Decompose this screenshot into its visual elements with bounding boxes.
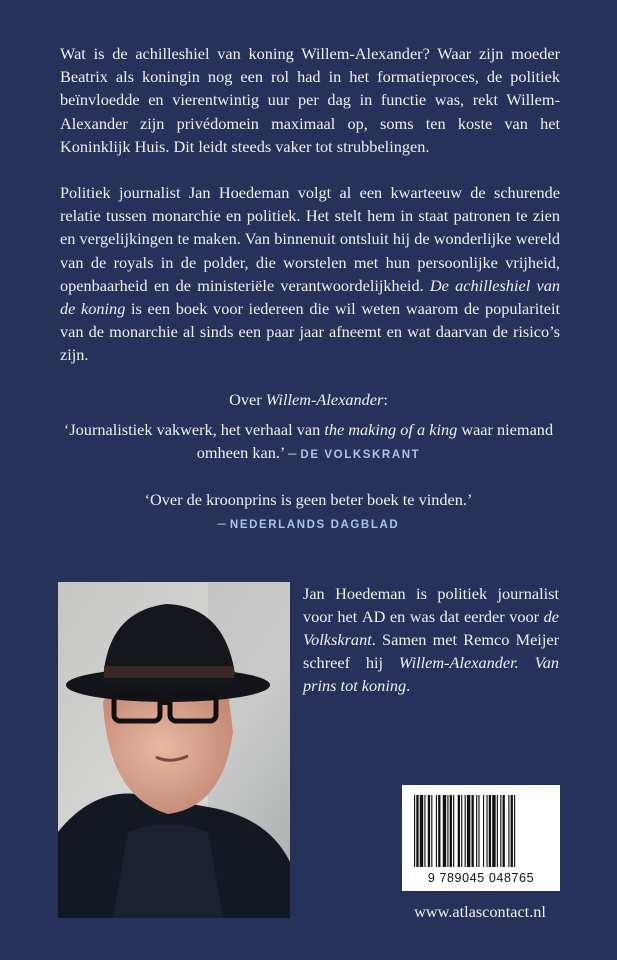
- blurb-paragraph-1: Wat is de achilleshiel van koning Willem-Alexander? Waar zijn moeder Beatrix als koningin nog een rol had in het formatieproces, de politiek beïnvloedde en vierentwintig uur per dag in functie was, rekt Willem-Alexander zijn privédomein maximaal op, soms ten koste van het Koninklijk Huis. Dit leidt steeds vaker tot strubbelingen.: [60, 44, 560, 156]
- reviews-heading: [0, 388, 617, 411]
- barcode-bar: [508, 795, 509, 867]
- barcode-bar: [489, 795, 491, 867]
- barcode-bar: [478, 795, 479, 867]
- barcode-bar: [416, 795, 418, 867]
- publisher-url: www.atlascontact.nl: [414, 902, 546, 921]
- barcode-bar: [497, 795, 498, 867]
- reviews-heading-suffix: :: [383, 390, 388, 409]
- barcode-bar: [414, 795, 415, 867]
- blurb-paragraph-2-tail: is een boek voor iedereen die wil weten waarom de populariteit van de monarchie al sinds een paar jaar afneemt en wat daarvan de risico’s zijn.: [60, 299, 561, 365]
- barcode-bar: [472, 795, 474, 867]
- bio-newspaper-volkskrant: de Volkskrant: [303, 607, 559, 649]
- barcode-bar: [486, 795, 487, 867]
- barcode-bar: [428, 795, 430, 867]
- author-bio-text: [303, 582, 559, 697]
- bio-part-3: . Samen met Remco Meijer schreef hij: [303, 630, 559, 672]
- isbn-barcode: [402, 785, 560, 891]
- barcode-bar: [492, 795, 495, 867]
- barcode-bar: [458, 795, 460, 867]
- barcode-bar: [420, 795, 423, 867]
- barcode-bar: [431, 795, 432, 867]
- barcode-bar: [514, 795, 515, 867]
- barcode-bar: [443, 795, 446, 867]
- bio-part-4: .: [406, 676, 411, 695]
- back-cover-blurb: [60, 42, 560, 367]
- quote1-dash: –: [284, 443, 301, 462]
- blurb-paragraph-2-lead: Politiek journalist Jan Hoedeman volgt al een kwarteeuw de schurende relatie tussen monarchie en politiek. Het stelt hem in staat patronen te zien en vergelijkingen te maken. Van binnenuit ontsluit hij de wonderlijke wereld van de royals in de polder, die worstelen met hun persoonlijke vrijheid, openbaarheid en de ministeriële verantwoordelijkheid.: [60, 183, 560, 295]
- barcode-bar: [465, 795, 466, 867]
- quote2-source: NEDERLANDS DAGBLAD: [229, 519, 400, 531]
- bio-part-1: Jan Hoedeman is politiek journalist voor het: [303, 584, 559, 626]
- reviews-heading-prefix: Over: [229, 390, 266, 409]
- bio-part-2: en was dat eerder voor: [385, 607, 544, 626]
- bio-newspaper-ad: AD: [361, 607, 386, 626]
- barcode-bar: [450, 795, 452, 867]
- barcode-bar: [511, 795, 513, 867]
- quote1-italic: the making of a king: [324, 420, 458, 439]
- barcode-bar: [424, 795, 425, 867]
- barcode-bar: [436, 795, 437, 867]
- quote2-text: ‘Over de kroonprins is geen beter boek te vinden.’: [144, 490, 473, 509]
- barcode-bar: [483, 795, 484, 867]
- author-photo: [58, 582, 290, 918]
- barcode-bar: [447, 795, 448, 867]
- blurb-paragraph-2: [60, 181, 560, 367]
- quote2-dash: –: [217, 513, 230, 532]
- barcode-bar: [476, 795, 477, 867]
- bio-previous-book-title: Willem-Alexander. Van prins tot koning: [303, 653, 559, 695]
- barcode-bar: [467, 795, 470, 867]
- quote1-text-after: waar niemand omheen kan.’: [196, 420, 554, 462]
- isbn-number: 9 789045 048765: [427, 871, 535, 885]
- quote2-attribution: [40, 511, 577, 537]
- reviews-heading-title: Willem-Alexander: [265, 390, 384, 409]
- barcode-bars: [402, 785, 560, 873]
- barcode-bar: [461, 795, 462, 867]
- book-title-inline: De achilleshiel van de koning: [60, 275, 560, 319]
- quote1-source: DE VOLKSKRANT: [300, 449, 421, 461]
- barcode-bar: [453, 795, 454, 867]
- barcode-bar: [500, 795, 501, 867]
- barcode-bar: [438, 795, 440, 867]
- author-bio: [303, 582, 559, 697]
- review-quote-volkskrant: [40, 418, 577, 467]
- barcode-bar: [503, 795, 505, 867]
- quote1-text-before: ‘Journalistiek vakwerk, het verhaal van: [63, 420, 325, 439]
- review-quote-nederlands-dagblad: [40, 488, 577, 537]
